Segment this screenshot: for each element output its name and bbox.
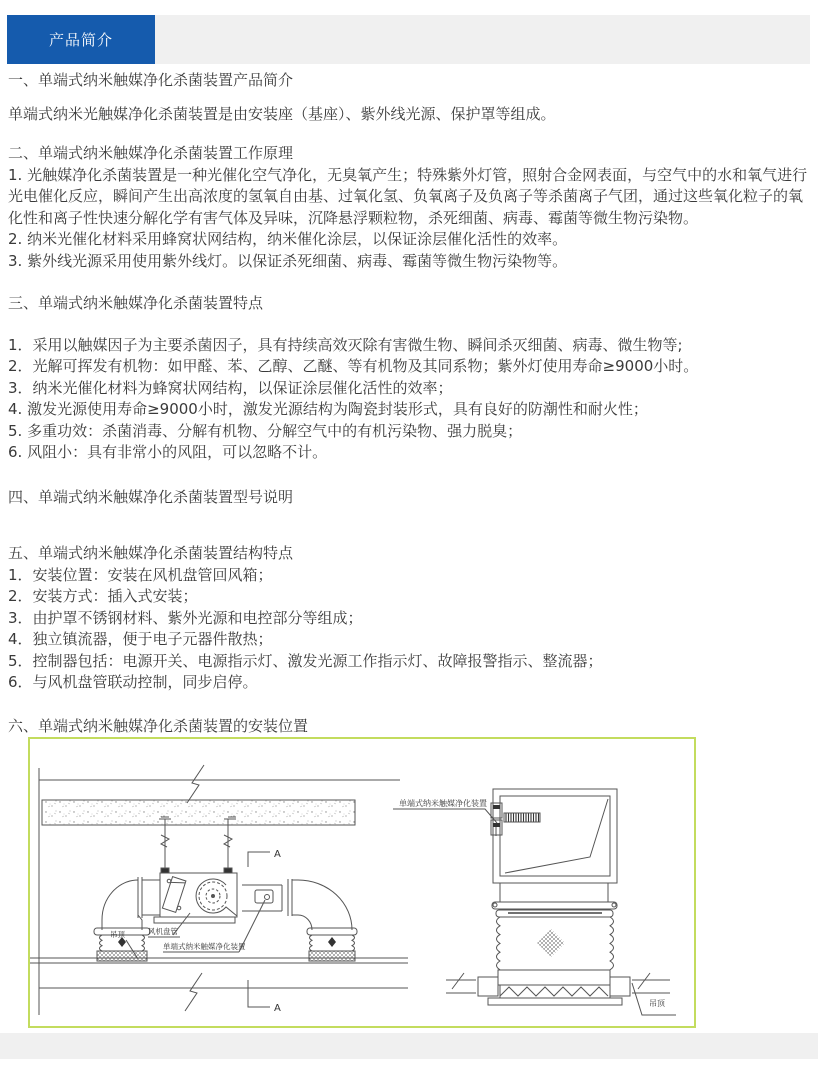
device-label-right: 单端式纳米触媒净化装置: [399, 799, 487, 808]
installation-diagram-svg: [30, 739, 694, 1026]
section3-item: 3．纳米光催化材料为蜂窝状网结构，以保证涂层催化活性的效率；: [8, 378, 453, 397]
filter: [162, 877, 186, 913]
flange-joint: [492, 902, 617, 917]
flex-connector-right: [307, 928, 357, 961]
left-elevation-drawing: [30, 765, 408, 1015]
bellows-column: [497, 917, 614, 970]
tab-label: 产品简介: [48, 31, 113, 49]
section5-item: 1．安装位置：安装在风机盘管回风箱；: [8, 565, 273, 584]
ceiling-label-left: 吊顶: [110, 930, 125, 939]
section5-item: 3．由护罩不锈钢材料、紫外光源和电控部分等组成；: [8, 608, 363, 627]
break-symbol-bottom: [185, 973, 202, 1011]
section6-heading: 六、单端式纳米触媒净化杀菌装置的安装位置: [8, 716, 309, 735]
section5-item: 4．独立镇流器，便于电子元器件散热；: [8, 630, 273, 648]
section1-heading: 一、单端式纳米触媒净化杀菌装置产品简介: [8, 71, 294, 89]
device-label-left: 单端式纳米触媒净化装置: [163, 942, 246, 951]
section5-item: 6．与风机盘管联动控制，同步启停。: [8, 673, 258, 691]
footer-strip: [0, 1033, 818, 1059]
section5-heading: 五、单端式纳米触媒净化杀菌装置结构特点: [8, 544, 294, 562]
section3-item: 4. 激发光源使用寿命≥9000小时，激发光源结构为陶瓷封装形式，具有良好的防潮性和耐火性；: [8, 400, 648, 418]
section2-item: 2. 纳米光催化材料采用蜂窝状网结构，纳米催化涂层，以保证涂层催化活性的效率。: [8, 230, 568, 248]
section3-heading: 三、单端式纳米触媒净化杀菌装置特点: [8, 294, 264, 312]
break-symbol-top: [187, 765, 204, 803]
section2-heading: 二、单端式纳米触媒净化杀菌装置工作原理: [8, 144, 294, 162]
section3-item: 2．光解可挥发有机物：如甲醛、苯、乙醇、乙醚、等有机物及其同系物；紫外灯使用寿命≥9000小时。: [8, 357, 699, 375]
section3-item: 1．采用以触媒因子为主要杀菌因子，具有持续高效灭除有害微生物、瞬间杀灭细菌、病毒、微生物等;: [8, 335, 683, 354]
tab-product-intro[interactable]: [7, 15, 155, 64]
section4-heading: 四、单端式纳米触媒净化杀菌装置型号说明: [8, 487, 294, 506]
right-section-drawing: [393, 789, 676, 1015]
drain-pan: [154, 917, 235, 923]
diffuser: [478, 977, 630, 1005]
section3-item: 5. 多重功效：杀菌消毒、分解有机物、分解空气中的有机污染物、强力脱臭；: [8, 421, 523, 440]
device-leader-right: [393, 809, 497, 823]
section2-item: 1. 光触媒净化杀菌装置是一种光催化空气净化，无臭氧产生；特殊紫外灯管，照射合金网表面，与空气中的水和氧气进行光电催化反应，瞬间产生出高浓度的氢氧自由基、过氧化氢、负氧离子及负离子等杀菌离子气团，通过这些氧化粒子的氧化性和离子性快速分解化学有害气体及异味，沉降悬浮颗粒物，杀死细菌、病毒、霉菌等微生物污染物。: [8, 165, 808, 227]
purifier-device: [491, 803, 540, 836]
section3-item: 6. 风阻小：具有非常小的风阻，可以忽略不计。: [8, 443, 328, 461]
section5-item: 2．安装方式：插入式安装；: [8, 587, 198, 605]
section-marker-a-bottom: A: [274, 1003, 281, 1014]
section1-paragraph: 单端式纳米光触媒净化杀菌装置是由安装座（基座）、紫外线光源、保护罩等组成。: [8, 104, 556, 123]
blower: [196, 879, 237, 916]
installation-diagram: [28, 737, 696, 1028]
fan-coil-label: 风机盘管: [148, 927, 178, 936]
deflector: [505, 799, 608, 873]
header-strip: [7, 15, 810, 64]
ceiling-label-right: 吊顶: [649, 999, 665, 1008]
section-marker-a-top: A: [274, 849, 281, 860]
article-body: [0, 64, 818, 1028]
section2-item: 3. 紫外线光源采用使用紫外线灯。以保证杀死细菌、病毒、霉菌等微生物污染物等。: [8, 251, 568, 270]
section5-item: 5．控制器包括：电源开关、电源指示灯、激发光源工作指示灯、故障报警指示、整流器；: [8, 651, 603, 670]
